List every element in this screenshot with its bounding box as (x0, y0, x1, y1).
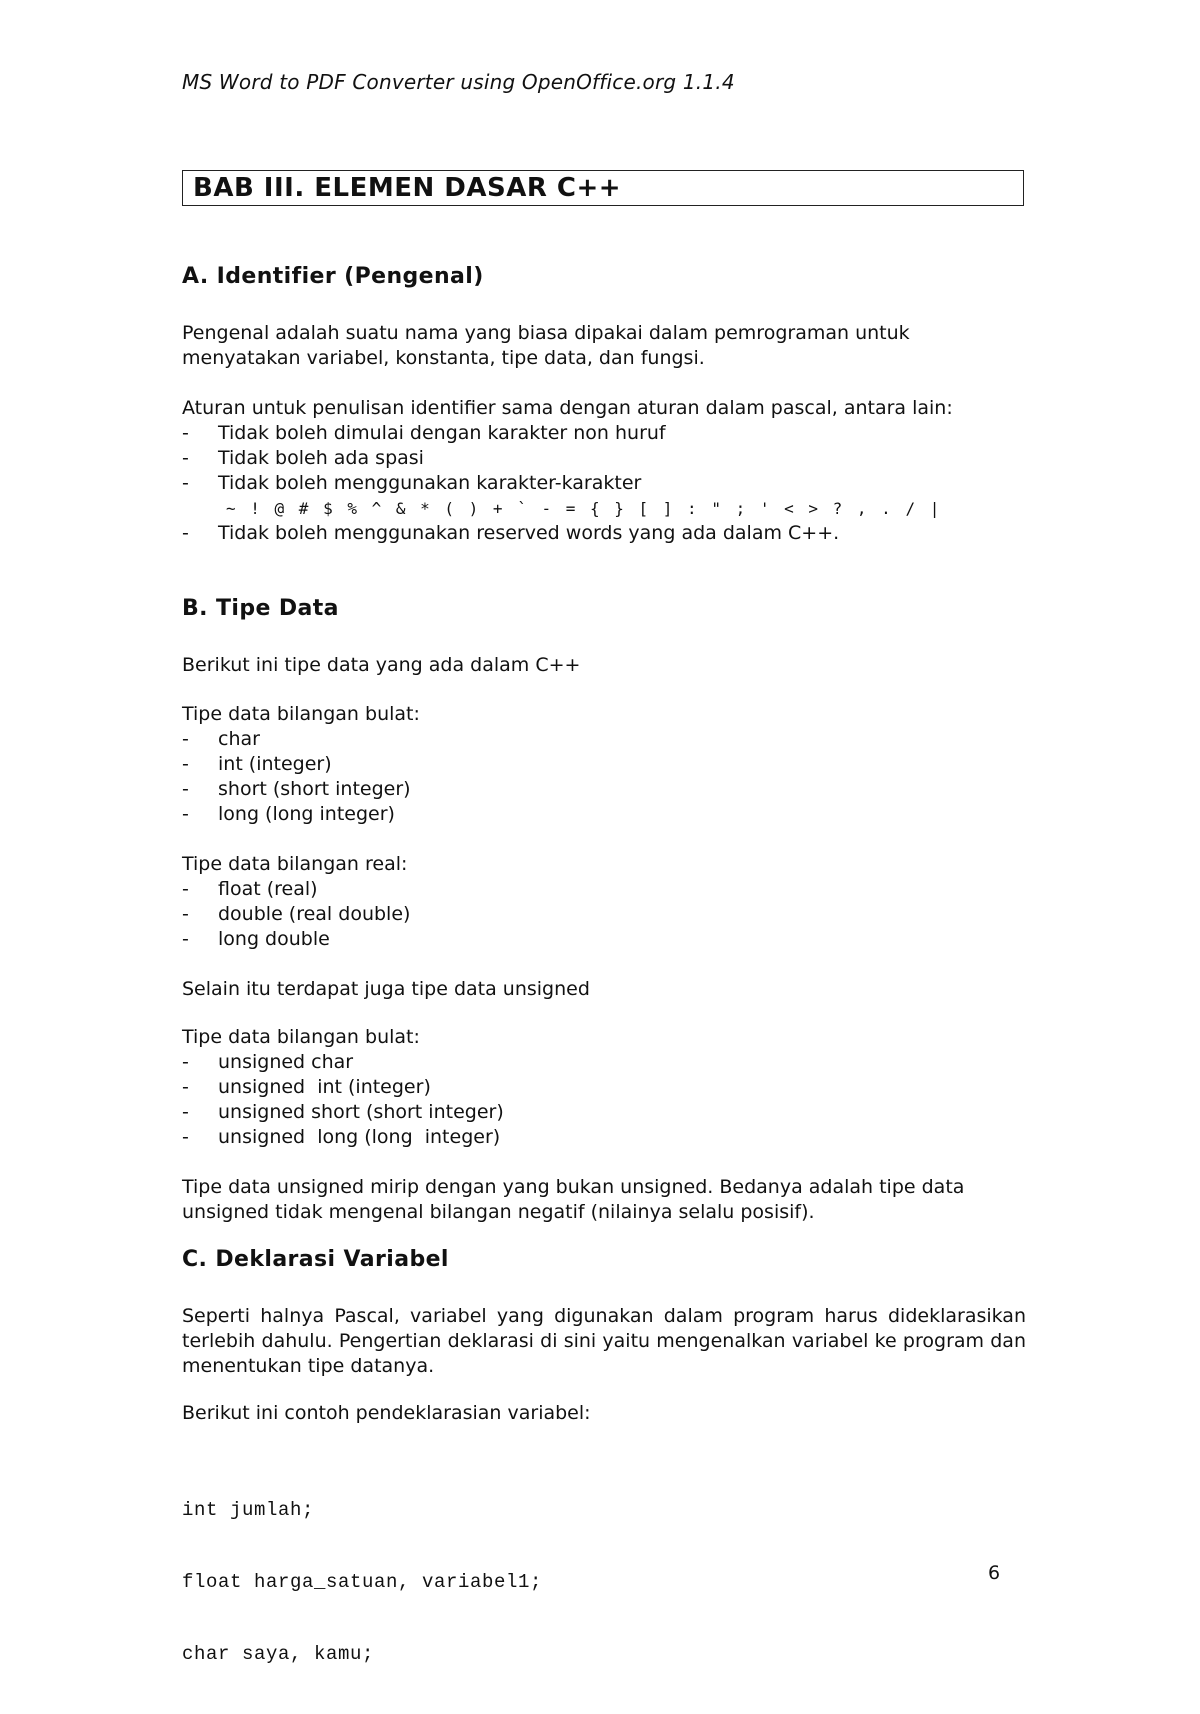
list-item (182, 877, 410, 902)
list-item (182, 902, 410, 927)
bullet-dash: - (182, 1051, 189, 1073)
bullet-dash: - (182, 472, 189, 494)
section-a-p1-line-2: menyatakan variabel, konstanta, tipe data, dan fungsi. (182, 347, 705, 369)
unsigned-intro: Selain itu terdapat juga tipe data unsigned (182, 978, 590, 1000)
running-header: MS Word to PDF Converter using OpenOffice.org 1.1.4 (182, 70, 735, 94)
chapter-title: BAB III. ELEMEN DASAR C++ (182, 170, 1024, 206)
rule-text: Tidak boleh dimulai dengan karakter non huruf (218, 422, 666, 444)
section-a-p1-line-1: Pengenal adalah suatu nama yang biasa dipakai dalam pemrograman untuk (182, 322, 910, 344)
section-b-title: B. Tipe Data (182, 596, 339, 621)
type-text: short (short integer) (218, 778, 411, 800)
type-text: float (real) (218, 878, 318, 900)
rule-text: Tidak boleh menggunakan karakter-karakter (218, 472, 642, 494)
type-text: long double (218, 928, 330, 950)
bullet-dash: - (182, 1101, 189, 1123)
unsigned-types-heading: Tipe data bilangan bulat: (182, 1026, 420, 1048)
bullet-dash: - (182, 1126, 189, 1148)
type-text: double (real double) (218, 903, 411, 925)
code-line: int jumlah; (182, 1499, 315, 1521)
bullet-dash: - (182, 803, 189, 825)
forbidden-characters: ~ ! @ # $ % ^ & * ( ) + ` - = { } [ ] : " ; ' < > ? , . / | (226, 499, 941, 518)
section-b-intro: Berikut ini tipe data yang ada dalam C++ (182, 654, 581, 676)
list-item (182, 421, 666, 446)
list-item (182, 727, 411, 752)
unsigned-types-list (182, 1050, 504, 1150)
bullet-dash: - (182, 1076, 189, 1098)
type-text: unsigned int (integer) (218, 1076, 431, 1098)
unsigned-note-line-1: Tipe data unsigned mirip dengan yang bukan unsigned. Bedanya adalah tipe data (182, 1176, 965, 1198)
unsigned-note-line-2: unsigned tidak mengenal bilangan negatif (nilainya selalu posisif). (182, 1201, 815, 1223)
code-line: float harga_satuan, variabel1; (182, 1571, 543, 1593)
bullet-dash: - (182, 778, 189, 800)
section-c-paragraph-2: Berikut ini contoh pendeklarasian variabel: (182, 1402, 591, 1424)
rule-text: Tidak boleh ada spasi (218, 447, 424, 469)
list-item (182, 1125, 504, 1150)
type-text: long (long integer) (218, 803, 395, 825)
bullet-dash: - (182, 447, 189, 469)
bullet-dash: - (182, 728, 189, 750)
type-text: int (integer) (218, 753, 332, 775)
type-text: unsigned char (218, 1051, 354, 1073)
section-a-paragraph-2: Aturan untuk penulisan identifier sama dengan aturan dalam pascal, antara lain: (182, 397, 953, 419)
int-types-heading: Tipe data bilangan bulat: (182, 703, 420, 725)
type-text: unsigned short (short integer) (218, 1101, 504, 1123)
type-text: unsigned long (long integer) (218, 1126, 501, 1148)
code-block (182, 1450, 542, 1714)
list-item (182, 471, 666, 496)
identifier-rules-list-end (182, 521, 839, 546)
section-c-paragraph-1: Seperti halnya Pascal, variabel yang digunakan dalam program harus dideklarasikan terlebih dahulu. Pengertian deklarasi di sini yaitu mengenalkan variabel ke program dan menentukan tipe datanya. (182, 1305, 1026, 1377)
unsigned-note (182, 1175, 1026, 1225)
code-line: char saya, kamu; (182, 1643, 375, 1665)
real-types-list (182, 877, 410, 952)
section-c-title: C. Deklarasi Variabel (182, 1247, 449, 1272)
bullet-dash: - (182, 878, 189, 900)
list-item (182, 752, 411, 777)
list-item (182, 802, 411, 827)
list-item (182, 777, 411, 802)
real-types-heading: Tipe data bilangan real: (182, 853, 408, 875)
int-types-list (182, 727, 411, 827)
rule-text: Tidak boleh menggunakan reserved words yang ada dalam C++. (218, 522, 840, 544)
list-item (182, 446, 666, 471)
bullet-dash: - (182, 903, 189, 925)
list-item (182, 1050, 504, 1075)
section-a-paragraph-1 (182, 321, 1026, 371)
list-item (182, 1100, 504, 1125)
section-a-title: A. Identifier (Pengenal) (182, 264, 484, 289)
bullet-dash: - (182, 422, 189, 444)
list-item (182, 1075, 504, 1100)
bullet-dash: - (182, 753, 189, 775)
bullet-dash: - (182, 522, 189, 544)
bullet-dash: - (182, 928, 189, 950)
list-item (182, 927, 410, 952)
identifier-rules-list (182, 421, 666, 496)
list-item (182, 521, 839, 546)
type-text: char (218, 728, 260, 750)
page-number: 6 (988, 1562, 1001, 1584)
